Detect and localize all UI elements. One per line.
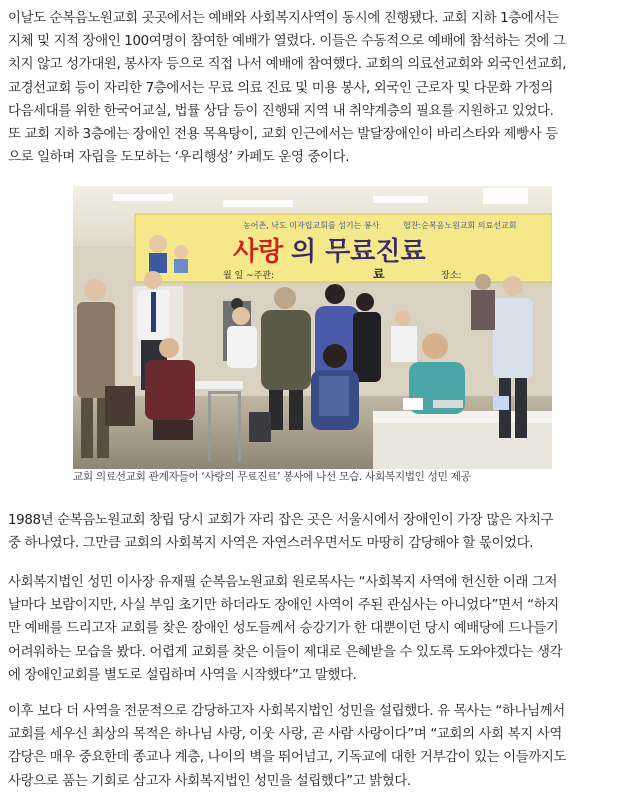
article-paragraph-4: [8, 700, 626, 793]
text-line: 1988년 순복음노원교회 창립 당시 교회가 자리 잡은 곳은 서울시에서 장애인이 가장 많은 자치구: [8, 513, 554, 528]
article-paragraph-1: [8, 7, 626, 169]
article-photo: [73, 186, 552, 469]
text-line: 사회복지법인 성민 이사장 유재필 순복음노원교회 원로목사는 “사회복지 사역에 헌신한 이래 그저: [8, 575, 558, 590]
banner-main-red: 사랑: [233, 237, 284, 267]
text-line: 교경선교회 등이 자리한 7층에서는 무료 의료 진료 및 미용 봉사, 외국인 근로자 및 다문화 가정의: [8, 80, 554, 96]
text-line: 으로 일하며 자립을 도모하는 ‘우리행성’ 카페도 운영 중이다.: [8, 150, 350, 166]
banner-main-dark: 의 무료진료: [291, 237, 426, 267]
text-line: 에 장애인교회를 별도로 설립하며 사역을 시작했다”고 말했다.: [8, 667, 357, 683]
text-line: 교회를 세우신 최상의 목적은 하나님 사랑, 이웃 사랑, 곧 사람 사랑이다”며 “교회의 사회 복지 사역: [8, 727, 562, 743]
text-line: 만 예배를 드리고자 교회를 찾은 장애인 성도들께서 승강기가 한 대뿐이던 당시 예배당에 드나들기: [8, 621, 559, 637]
banner-small-right: 협찬:순복음노원교회 의료선교회: [403, 221, 517, 230]
text-line: 어려워하는 모습을 봤다. 어렵게 교회를 찾은 이들이 제대로 은혜받을 수 있도록 도와야겠다는 생각: [8, 644, 563, 660]
text-line: 이후 보다 더 사역을 전문적으로 감당하고자 사회복지법인 성민을 설립했다. 유 목사는 “하나님께서: [8, 704, 565, 719]
text-line: 치지 않고 성가대원, 봉사자 등으로 직접 나서 예배에 참여했다. 교회의 의료선교회와 외국인선교회,: [8, 57, 567, 73]
text-line: 이날도 순복음노원교회 곳곳에서는 예배와 사회복지사역이 동시에 진행됐다. 교회 지하 1층에서는: [8, 11, 559, 26]
text-line: 지체 및 지적 장애인 100여명이 참여한 예배가 열렸다. 이들은 수동적으로 예배에 참석하는 것에 그: [8, 34, 566, 50]
text-line: 또 교회 지하 3층에는 장애인 전용 목욕탕이, 교회 인근에서는 발달장애인이 바리스타와 제빵사 등: [8, 127, 558, 143]
photo-caption: 교회 의료선교회 관계자들이 ‘사랑의 무료진료’ 봉사에 나선 모습. 사회복지법인 성민 제공: [73, 471, 471, 483]
text-line: 사랑으로 품는 기회로 삼고자 사회복지법인 성민을 설립했다”고 밝혔다.: [8, 773, 411, 789]
article-paragraph-3: [8, 571, 626, 687]
article-paragraph-2: [8, 509, 626, 555]
banner-sub-right: 장소:: [441, 271, 462, 281]
text-line: 다음세대를 위한 한국어교실, 법률 상담 등이 진행돼 지역 내 취약계층의 필요를 지원하고 있었다.: [8, 103, 554, 119]
text-line: 중 하나였다. 그만큼 교회의 사회복지 사역은 자연스러우면서도 마땅히 감당해야 할 몫이었다.: [8, 536, 534, 552]
medical-service-photo: [73, 186, 552, 469]
banner-small-left: 농어촌, 낙도 미자립교회를 섬기는 봉사: [243, 221, 380, 230]
banner-sub-left: 월 일 ~주관:: [223, 271, 275, 281]
text-line: 감당은 매우 중요한데 종교나 계층, 나이의 벽을 뛰어넘고, 기독교에 대한 거부감이 있는 이들까지도: [8, 750, 567, 766]
banner-sub-mid: 료: [373, 267, 385, 281]
text-line: 날마다 보람이지만, 사실 부임 초기만 하더라도 장애인 사역이 주된 관심사는 아니었다”면서 “하지: [8, 598, 559, 614]
